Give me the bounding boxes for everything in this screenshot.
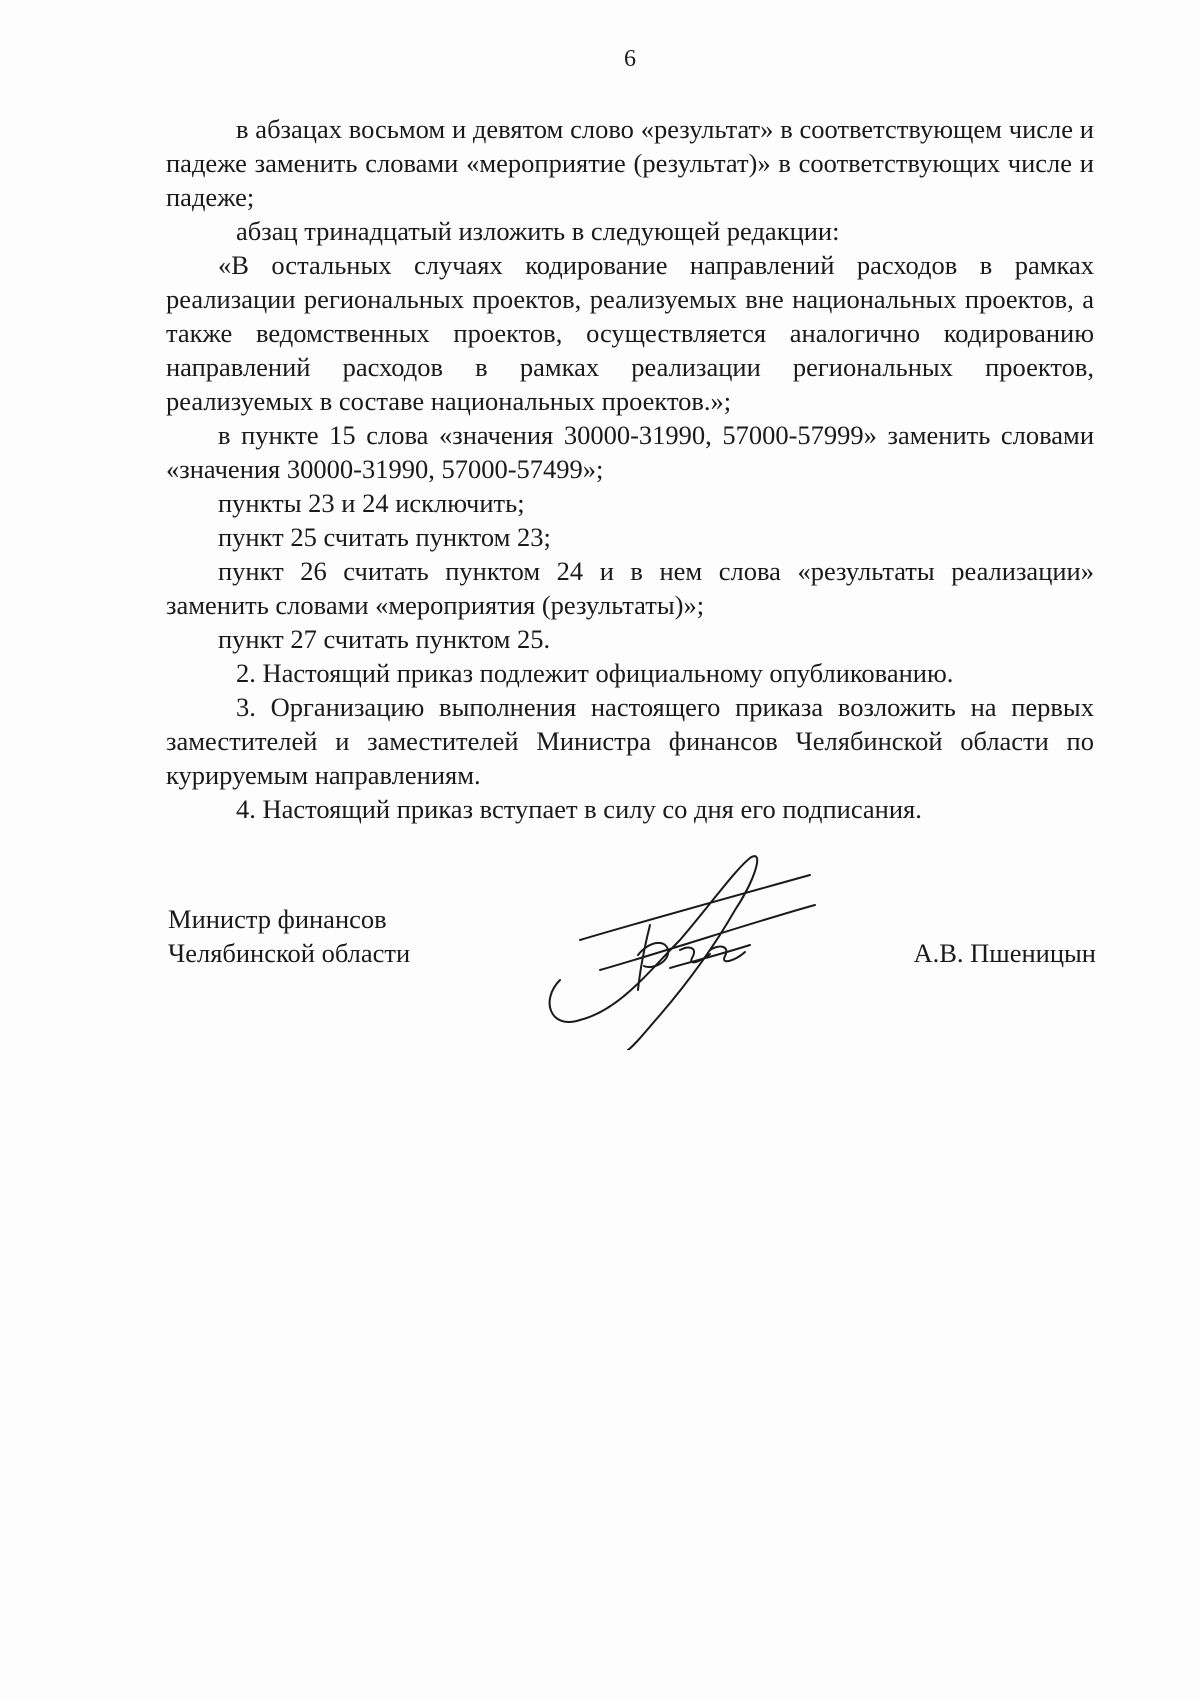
signer-name: А.В. Пшеницын xyxy=(913,938,1096,968)
paragraph: в абзацах восьмом и девятом слово «результат» в соответствующем числе и падеже заменить словами «мероприятие (результат)» в соответствующих числе и падеже; xyxy=(166,114,1094,212)
paragraph: абзац тринадцатый изложить в следующей редакции: xyxy=(236,216,840,246)
signer-position xyxy=(168,902,488,970)
paragraph: пункт 26 считать пунктом 24 и в нем слова «результаты реализации» заменить словами «мероприятия (результаты)»; xyxy=(166,556,1094,620)
paragraph: пункты 23 и 24 исключить; xyxy=(218,488,525,518)
clause-4: 4. Настоящий приказ вступает в силу со дня его подписания. xyxy=(236,794,922,824)
paragraph: в пункте 15 слова «значения 30000-31990, 57000-57999» заменить словами «значения 30000-31990, 57000-57499»; xyxy=(166,420,1094,484)
signer-position-line1: Министр финансов xyxy=(168,904,387,934)
page-number: 6 xyxy=(624,46,636,72)
paragraph: пункт 27 считать пунктом 25. xyxy=(218,624,551,654)
clause-3: 3. Организацию выполнения настоящего приказа возложить на первых заместителей и заместителей Министра финансов Челябинской области по курируемым направлениям. xyxy=(166,692,1094,790)
signer-position-line2: Челябинской области xyxy=(168,938,411,968)
paragraph: пункт 25 считать пунктом 23; xyxy=(218,522,551,552)
clause-2: 2. Настоящий приказ подлежит официальному опубликованию. xyxy=(236,658,954,688)
document-body xyxy=(166,112,1094,826)
handwritten-signature xyxy=(540,850,880,1050)
quoted-paragraph: «В остальных случаях кодирование направлений расходов в рамках реализации региональных проектов, реализуемых вне национальных проектов, а также ведомственных проектов, осуществляется аналогично кодированию направлений расходов в рамках реализации региональных проектов, реализуемых в составе национальных проектов.»; xyxy=(166,250,1094,416)
